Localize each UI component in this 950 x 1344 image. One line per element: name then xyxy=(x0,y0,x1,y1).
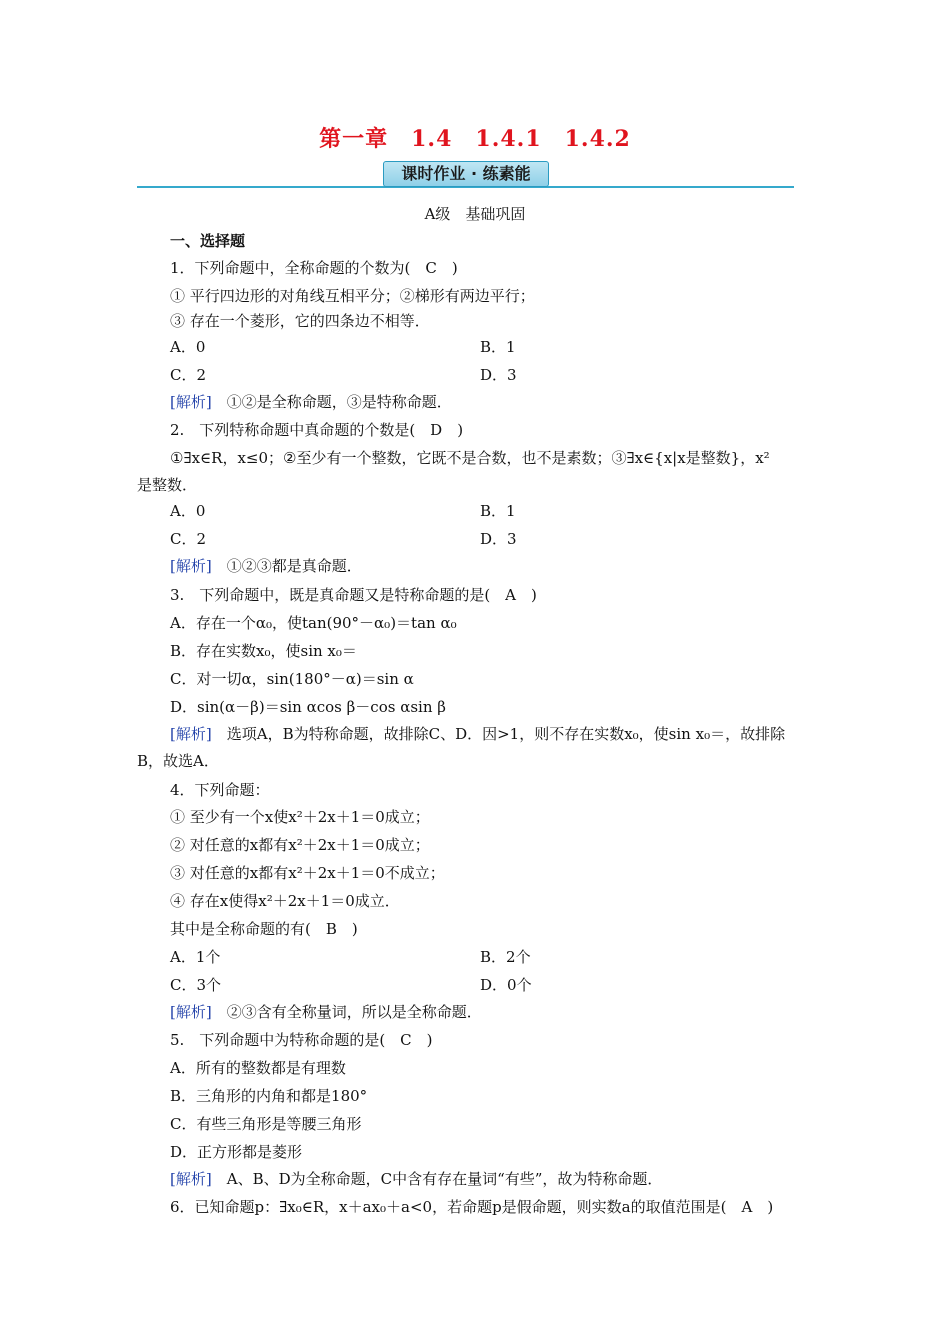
option-b: B．存在实数x₀，使sin x₀＝ xyxy=(170,642,357,660)
option-a: A．0 xyxy=(170,338,206,356)
question-4: 4．下列命题： xyxy=(170,781,270,799)
question-2: 2. 下列特称命题中真命题的个数是( D ) xyxy=(170,421,464,439)
analysis-line xyxy=(170,391,452,412)
option-a: A．1个 xyxy=(170,948,221,966)
option-d: D．3 xyxy=(480,366,517,384)
analysis-text: B，故选A． xyxy=(137,752,219,770)
analysis-text: ②③含有全称量词，所以是全称命题． xyxy=(226,1003,482,1021)
banner-label: 课时作业 · 练素能 xyxy=(383,161,549,187)
question-1: 1．下列命题中，全称命题的个数为( C ) xyxy=(170,259,458,277)
chapter-title: 第一章 1.4 1.4.1 1.4.2 xyxy=(319,126,631,152)
banner xyxy=(137,161,794,189)
question-text: ① 至少有一个x使x²＋2x＋1＝0成立； xyxy=(170,808,430,826)
question-text: ④ 存在x使得x²＋2x＋1＝0成立． xyxy=(170,892,400,910)
option-b: B．2个 xyxy=(480,948,531,966)
question-6: 6．已知命题p：∃x₀∈R，x＋ax₀＋a<0，若命题p是假命题，则实数a的取值范围是( A ) xyxy=(170,1198,774,1216)
option-d: D．正方形都是菱形 xyxy=(170,1143,303,1161)
option-c: C．3个 xyxy=(170,976,222,994)
analysis-line xyxy=(170,723,785,744)
question-text: ③ 对任意的x都有x²＋2x＋1＝0不成立； xyxy=(170,864,445,882)
analysis-tag: [解析] xyxy=(170,393,212,411)
section-heading: 一、选择题 xyxy=(170,232,246,250)
analysis-tag: [解析] xyxy=(170,1003,212,1021)
option-b: B．1 xyxy=(480,338,516,356)
analysis-line xyxy=(170,1168,662,1189)
question-text: ② 对任意的x都有x²＋2x＋1＝0成立； xyxy=(170,836,430,854)
option-d: D．0个 xyxy=(480,976,532,994)
option-a: A．0 xyxy=(170,502,206,520)
analysis-tag: [解析] xyxy=(170,1170,212,1188)
option-c: C．对一切α，sin(180°－α)＝sin α xyxy=(170,670,414,688)
analysis-line xyxy=(170,1001,482,1022)
option-d: D．sin(α－β)＝sin αcos β－cos αsin β xyxy=(170,698,446,716)
analysis-tag: [解析] xyxy=(170,557,212,575)
level-heading: A级 基础巩固 xyxy=(424,205,526,223)
question-text: 其中是全称命题的有( B ) xyxy=(170,920,358,938)
question-3: 3. 下列命题中，既是真命题又是特称命题的是( A ) xyxy=(170,586,537,604)
option-b: B．1 xyxy=(480,502,516,520)
analysis-tag: [解析] xyxy=(170,725,212,743)
question-text: ①∃x∈R，x≤0；②至少有一个整数，它既不是合数，也不是素数；③∃x∈{x|x是整数}，x² xyxy=(170,449,770,467)
option-d: D．3 xyxy=(480,530,517,548)
option-a: A．所有的整数都是有理数 xyxy=(170,1059,346,1077)
question-text: 是整数． xyxy=(137,476,198,494)
analysis-text: A、B、D为全称命题，C中含有存在量词“有些”，故为特称命题． xyxy=(226,1170,663,1188)
analysis-line xyxy=(170,555,362,576)
option-c: C．有些三角形是等腰三角形 xyxy=(170,1115,362,1133)
analysis-text: ①②③都是真命题． xyxy=(226,557,362,575)
analysis-text: 选项A，B为特称命题，故排除C、D．因>1，则不存在实数x₀，使sin x₀＝，故排除 xyxy=(226,725,786,743)
analysis-text: ①②是全称命题，③是特称命题． xyxy=(226,393,452,411)
option-b: B．三角形的内角和都是180° xyxy=(170,1087,368,1105)
option-c: C．2 xyxy=(170,530,207,548)
option-c: C．2 xyxy=(170,366,207,384)
option-a: A．存在一个α₀，使tan(90°－α₀)＝tan α₀ xyxy=(170,614,457,632)
question-text: ③ 存在一个菱形，它的四条边不相等． xyxy=(170,312,430,330)
question-text: ① 平行四边形的对角线互相平分；②梯形有两边平行； xyxy=(170,287,535,305)
question-5: 5. 下列命题中为特称命题的是( C ) xyxy=(170,1031,433,1049)
